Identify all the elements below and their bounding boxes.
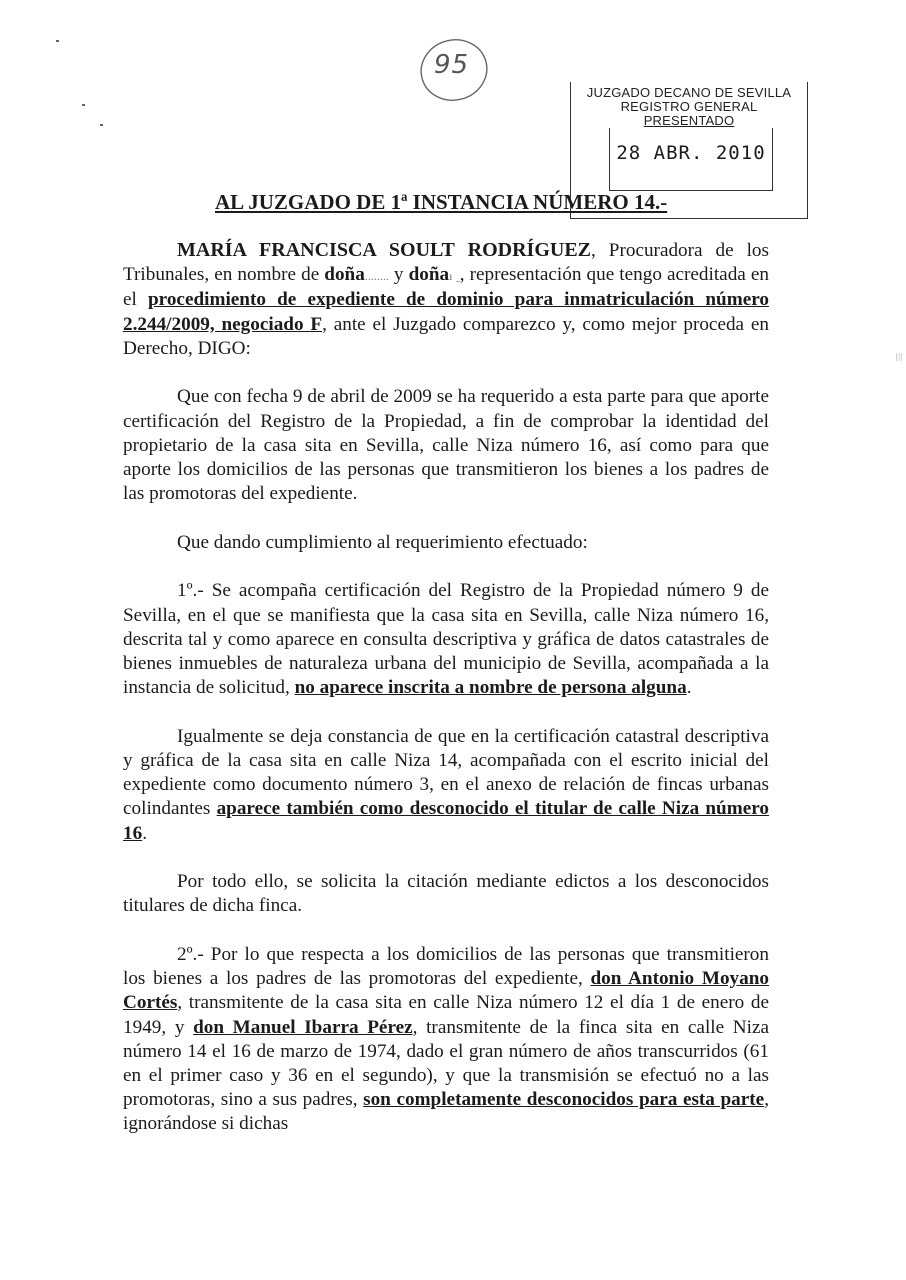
client-title-2: doña (408, 264, 450, 286)
point-2-text: , ignorándose si dichas (123, 1089, 769, 1135)
stamp-date-box (609, 128, 773, 191)
document-heading: AL JUZGADO DE 1ª INSTANCIA NÚMERO 14.- (215, 190, 668, 214)
stamp-court: JUZGADO DECANO DE SEVILLA (586, 85, 792, 100)
intro-text: , Procuradora de los Tribunales, en nombre de (123, 240, 769, 286)
catastral-text: Igualmente se deja constancia de que en la certificación catastral descriptiva y gráfica de la casa sita en calle Niza 14, acompañada con el escrito inicial del expediente como documento número 3, en el anexo de relación de fincas urbanas colindantes (123, 725, 769, 820)
stamp-date: 28 ABR. 2010 (616, 142, 766, 164)
paragraph-point-1 (123, 579, 769, 700)
paragraph-catastral (123, 725, 769, 846)
point-1-text: . (686, 677, 692, 699)
catastral-emphasis: aparece también como desconocido el titular de calle Niza número 16 (123, 798, 769, 844)
scan-speck (100, 124, 103, 126)
procedure-reference: procedimiento de expediente de dominio para inmatriculación número 2.244/2009, negociado F (123, 289, 769, 335)
stamp-registry: REGISTRO GENERAL (620, 99, 758, 114)
folio-number: 95 (434, 50, 470, 80)
redacted-name-2: ı ˍ (449, 269, 460, 284)
point-1-emphasis: no aparece inscrita a nombre de persona alguna (294, 677, 687, 699)
point-2-text: , transmitente de la casa sita en calle Niza número 12 el día 1 de enero de 1949, y (123, 992, 769, 1038)
point-2-text: 2º.- Por lo que respecta a los domicilios de las personas que transmitieron los bienes a los padres de las promotoras del expediente, (123, 944, 769, 990)
point-2-text: , transmitente de la finca sita en calle Niza número 14 el 16 de marzo de 1974, dado el gran número de años transcurridos (61 en el primer caso y 36 en el segundo), y que la transmisión se efectuó no a las promotoras, sino a sus padres, (123, 1016, 769, 1111)
catastral-text: . (142, 822, 147, 844)
intro-text: , ante el Juzgado comparezco y, como mejor proceda en Derecho, DIGO: (123, 313, 769, 359)
paragraph-request-edicts: Por todo ello, se solicita la citación mediante edictos a los desconocidos titulares de dicha finca. (123, 871, 769, 917)
scan-speck (56, 40, 59, 42)
point-2-emphasis: son completamente desconocidos para esta parte (363, 1089, 765, 1111)
paragraph-compliance: Que dando cumplimiento al requerimiento efectuado: (177, 531, 588, 553)
client-title-1: doña (324, 264, 365, 286)
paragraph-requirement: Que con fecha 9 de abril de 2009 se ha requerido a esta parte para que aporte certificación del Registro de la Propiedad, a fin de comprobar la identidad del propietario de la casa sita en Sevilla, calle Niza número 16, así como para que aporte los domicilios de las personas que transmitieron los bienes a los padres de las promotoras del expediente. (123, 386, 769, 505)
paragraph-intro (123, 238, 769, 361)
document-body (123, 238, 769, 1137)
solicitor-name: MARÍA FRANCISCA SOULT RODRÍGUEZ (177, 239, 592, 261)
point-1-text: 1º.- Se acompaña certificación del Registro de la Propiedad número 9 de Sevilla, en el que se manifiesta que la casa sita en Sevilla, calle Niza número 16, descrita tal y como aparece en consulta descriptiva y gráfica de datos catastrales de bienes inmuebles de naturaleza urbana del municipio de Sevilla, acompañada a la instancia de solicitud, (123, 580, 769, 699)
paragraph-point-2 (123, 943, 769, 1137)
transferor-name-1: don Antonio Moyano Cortés (123, 968, 769, 1014)
scan-speck (82, 104, 85, 106)
intro-text: y (388, 264, 409, 286)
transferor-name-2: don Manuel Ibarra Pérez (193, 1016, 413, 1038)
margin-mark: ||| (895, 352, 904, 361)
stamp-status: PRESENTADO (643, 113, 735, 128)
redacted-name-1: ........ (364, 269, 389, 284)
intro-text: , representación que tengo acreditada en el (123, 264, 769, 311)
